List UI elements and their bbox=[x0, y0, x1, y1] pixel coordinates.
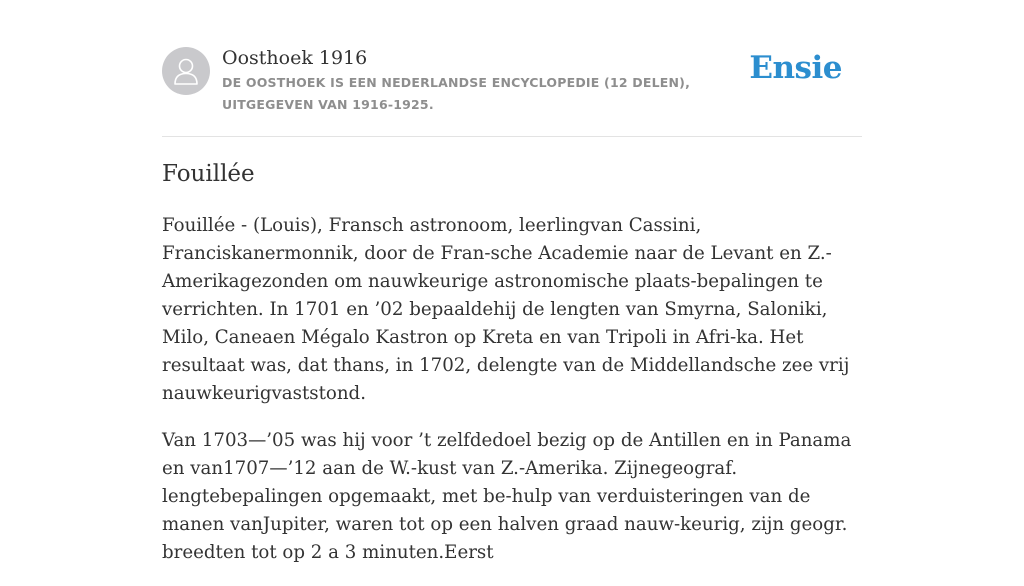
article-body bbox=[162, 212, 872, 586]
article-paragraph: Fouillée - (Louis), Fransch astronoom, leerlingvan Cassini, Franciskanermonnik, door de Fran-sche Academie naar de Levant en Z.-Amerikagezonden om nauwkeurige astronomische plaats-bepalingen te verrichten. In 1701 en ’02 bepaaldehij de lengten van Smyrna, Saloniki, Milo, Caneaen Mégalo Kastron op Kreta en van Tripoli in Afri-ka. Het resultaat was, dat thans, in 1702, delengte van de Middellandsche zee vrij nauwkeurigvaststond. bbox=[162, 215, 850, 404]
source-title[interactable]: Oosthoek 1916 bbox=[222, 47, 368, 69]
source-avatar[interactable] bbox=[162, 47, 210, 95]
source-description: DE OOSTHOEK IS EEN NEDERLANDSE ENCYCLOPEDIE (12 DELEN), UITGEGEVEN VAN 1916-1925. bbox=[222, 75, 691, 112]
ensie-logo[interactable]: Ensie bbox=[749, 50, 842, 86]
article-title: Fouillée bbox=[162, 161, 255, 187]
article-paragraph: Van 1703—’05 was hij voor ’t zelfdedoel bezig op de Antillen en in Panama en van1707—’12 aan de W.-kust van Z.-Amerika. Zijnegeograf. lengtebepalingen opgemaakt, met be-hulp van verduisteringen van de manen vanJupiter, waren tot op een halven graad nauw-keurig, zijn geogr. breedten tot op 2 a 3 minuten.Eerst bbox=[162, 430, 852, 563]
source-header bbox=[162, 46, 862, 137]
user-icon bbox=[172, 56, 200, 86]
